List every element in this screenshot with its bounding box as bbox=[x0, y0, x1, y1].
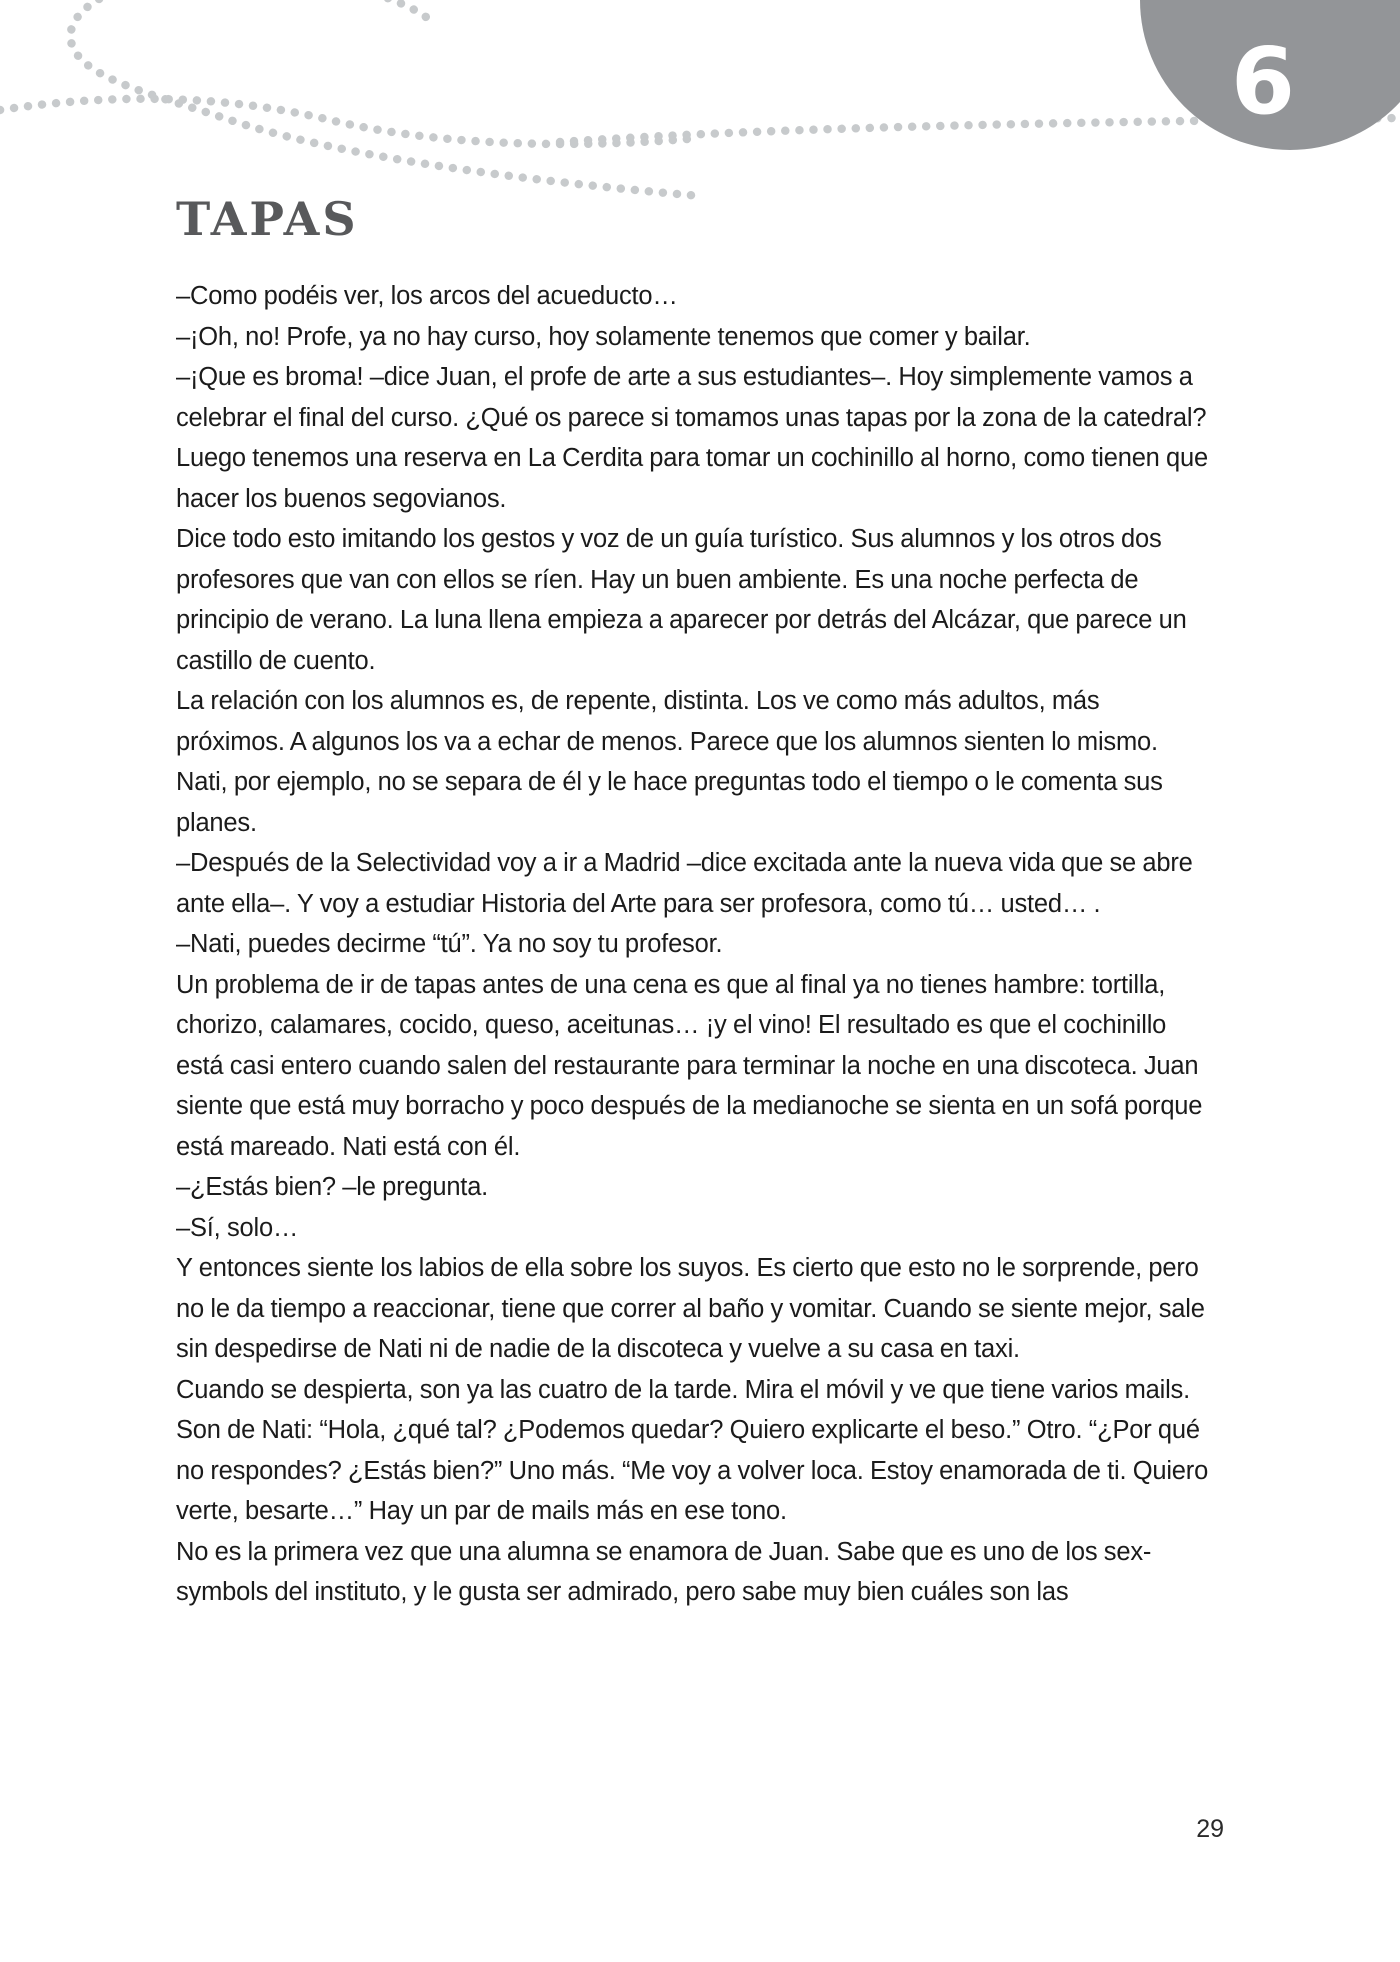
paragraph: –Sí, solo… bbox=[176, 1213, 299, 1242]
chapter-number: 6 bbox=[1230, 28, 1294, 135]
paragraph: –¡Que es broma! –dice Juan, el profe de arte a sus estudiantes–. Hoy simplemente vamos a celebrar el final del curso. ¿Qué os parece si tomamos unas tapas por la zona de la catedral? Luego tenemos una reserva en La Cerdita para tomar un cochinillo al horno, como tienen que hacer los buenos segovianos. bbox=[176, 363, 1208, 513]
paragraph: –¡Oh, no! Profe, ya no hay curso, hoy solamente tenemos que comer y bailar. bbox=[176, 322, 1031, 351]
paragraph: Cuando se despierta, son ya las cuatro de la tarde. Mira el móvil y ve que tiene varios mails. Son de Nati: “Hola, ¿qué tal? ¿Podemos quedar? Quiero explicarte el beso.” Otro. “¿Por qué no respondes? ¿Estás bien?” Uno más. “Me voy a volver loca. Estoy enamorada de ti. Quiero verte, besarte…” Hay un par de mails más en ese tono. bbox=[176, 1375, 1209, 1525]
page-title: TAPAS bbox=[176, 192, 359, 246]
paragraph: –Como podéis ver, los arcos del acueducto… bbox=[176, 282, 678, 310]
chapter-number-badge bbox=[1140, 0, 1400, 150]
paragraph: No es la primera vez que una alumna se enamora de Juan. Sabe que es uno de los sex-symbols del instituto, y le gusta ser admirado, pero sabe muy bien cuáles son las bbox=[176, 1537, 1152, 1606]
paragraph: Dice todo esto imitando los gestos y voz de un guía turístico. Sus alumnos y los otros dos profesores que van con ellos se ríen. Hay un buen ambiente. Es una noche perfecta de principio de verano. La luna llena empieza a aparecer por detrás del Alcázar, que parece un castillo de cuento. bbox=[176, 525, 1187, 675]
dotted-swirl-decoration bbox=[0, 0, 700, 210]
paragraph: –¿Estás bien? –le pregunta. bbox=[176, 1173, 489, 1201]
paragraph: La relación con los alumnos es, de repente, distinta. Los ve como más adultos, más próximos. A algunos los va a echar de menos. Parece que los alumnos sienten lo mismo. Nati, por ejemplo, no se separa de él y le hace preguntas todo el tiempo o le comenta sus planes. bbox=[176, 687, 1163, 837]
paragraph: –Nati, puedes decirme “tú”. Ya no soy tu profesor. bbox=[176, 930, 723, 958]
paragraph: Y entonces siente los labios de ella sobre los suyos. Es cierto que esto no le sorprende, pero no le da tiempo a reaccionar, tiene que correr al baño y vomitar. Cuando se siente mejor, sale sin despedirse de Nati ni de nadie de la discoteca y vuelve a su casa en taxi. bbox=[176, 1254, 1205, 1363]
body-text bbox=[176, 276, 1210, 1613]
paragraph: –Después de la Selectividad voy a ir a Madrid –dice excitada ante la nueva vida que se abre ante ella–. Y voy a estudiar Historia del Arte para ser profesora, como tú… usted… . bbox=[176, 849, 1193, 918]
page-content bbox=[176, 192, 1210, 1613]
paragraph: Un problema de ir de tapas antes de una cena es que al final ya no tienes hambre: tortilla, chorizo, calamares, cocido, queso, aceitunas… ¡y el vino! El resultado es que el cochinillo está casi entero cuando salen del restaurante para terminar la noche en una discoteca. Juan siente que está muy borracho y poco después de la medianoche se sienta en un sofá porque está mareado. Nati está con él. bbox=[176, 970, 1203, 1161]
page-number: 29 bbox=[1196, 1815, 1224, 1843]
